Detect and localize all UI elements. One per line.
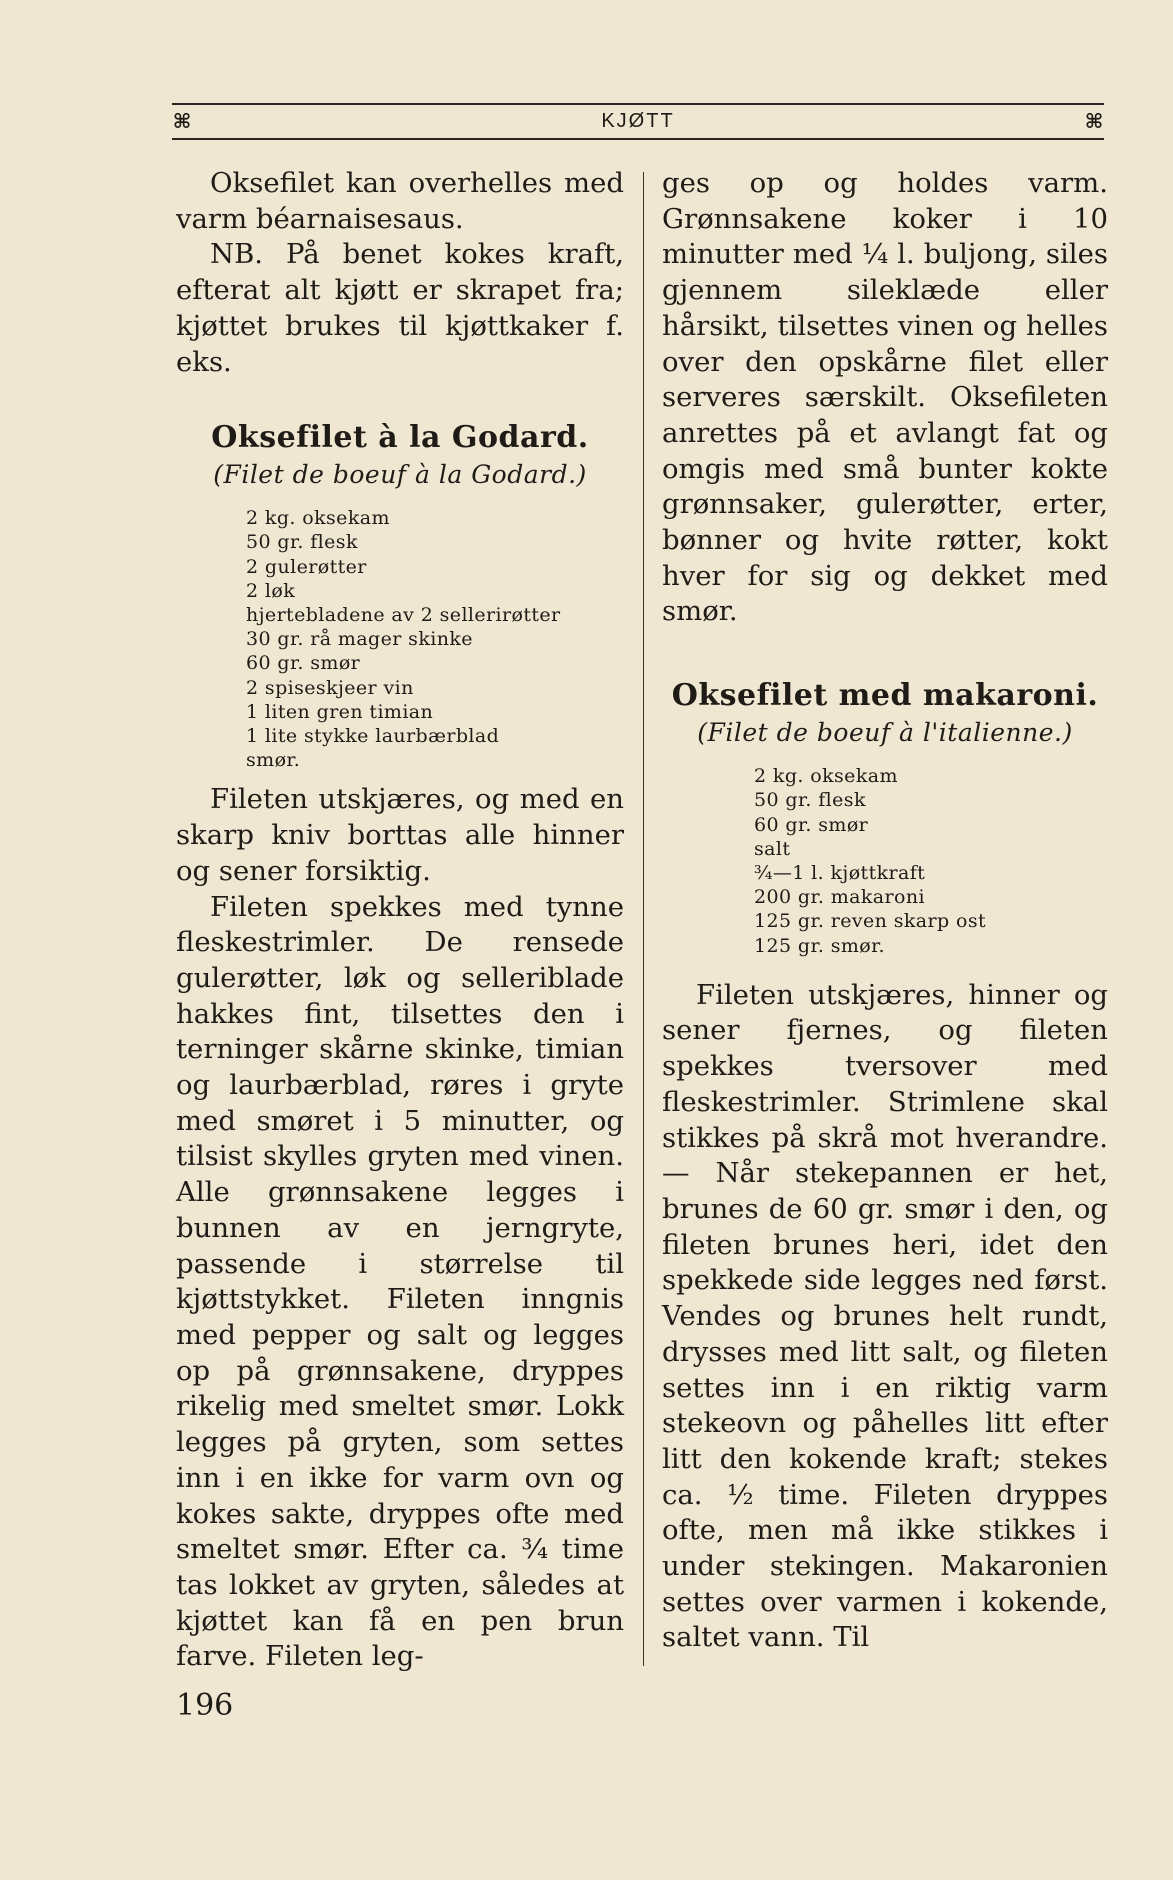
continued-paragraph: ges op og holdes varm. Grønnsakene koker i 10 minutter med ¼ l. buljong, siles gjennem sileklæde eller hårsikt, tilsettes vinen og helles over den opskårne filet eller serveres særskilt. Oksefileten anrettes på et avlangt fat og omgis med små bunter kokte grønnsaker, gulerøtter, erter, bønner og hvite røtter, kokt hver for sig og dekket med smør. bbox=[662, 167, 1108, 628]
ingredient-item: 2 løk bbox=[246, 579, 296, 602]
ingredient-item: 2 spiseskjeer vin bbox=[246, 676, 414, 699]
intro-paragraph-2: NB. På benet kokes kraft, efterat alt kjøtt er skrapet fra; kjøttet brukes til kjøttkaker f. eks. bbox=[176, 238, 624, 378]
running-header bbox=[172, 106, 1104, 136]
ingredient-list-godard bbox=[176, 506, 624, 772]
recipe-subtitle-makaroni: (Filet de boeuf à l'italienne.) bbox=[697, 718, 1073, 748]
ingredient-item: 1 lite stykke laurbærblad bbox=[246, 725, 500, 748]
column-divider bbox=[643, 172, 644, 1666]
ingredient-item: 50 gr. flesk bbox=[754, 789, 866, 812]
chapter-title: KJØTT bbox=[601, 109, 675, 132]
body-paragraph-1: Fileten utskjæres, og med en skarp kniv borttas alle hinner og sener forsiktig. bbox=[176, 783, 624, 887]
ingredient-item: hjertebladene av 2 sellerirøtter bbox=[246, 604, 561, 627]
recipe-title-godard: Oksefilet à la Godard. bbox=[211, 420, 589, 456]
ingredient-item: 125 gr. smør. bbox=[754, 934, 885, 957]
header-ornament-right: ⌘ bbox=[1084, 109, 1104, 133]
ingredient-list-makaroni bbox=[662, 764, 1108, 958]
ingredient-item: ¾—1 l. kjøttkraft bbox=[754, 861, 926, 884]
recipe-subtitle-godard: (Filet de boeuf à la Godard.) bbox=[213, 460, 587, 490]
ingredient-item: 60 gr. smør bbox=[754, 813, 869, 836]
right-column bbox=[662, 166, 1108, 1656]
ingredient-item: 60 gr. smør bbox=[246, 652, 361, 675]
ingredient-item: 50 gr. flesk bbox=[246, 531, 358, 554]
ingredient-item: 2 gulerøtter bbox=[246, 555, 367, 578]
page-number: 196 bbox=[176, 1688, 234, 1723]
ingredient-item: 125 gr. reven skarp ost bbox=[754, 910, 987, 933]
body-paragraph-2: Fileten spekkes med tynne fleskestrimler. De rensede gulerøtter, løk og selleriblade hakkes fint, tilsettes den i terninger skårne skinke, timian og laurbærblad, røres i gryte med smøret i 5 minutter, og tilsist skylles gryten med vinen. Alle grønnsakene legges i bunnen av en jerngryte, passende i størrelse til kjøttstykket. Fileten inngnis med pepper og salt og legges op på grønnsakene, dryppes rikelig med smeltet smør. Lokk legges på gryten, som settes inn i en ikke for varm ovn og kokes sakte, dryppes ofte med smeltet smør. Efter ca. ¾ time tas lokket av gryten, således at kjøttet kan få en pen brun farve. Fileten leg- bbox=[176, 890, 624, 1673]
intro-paragraph-1: Oksefilet kan overhelles med varm béarnaisesaus. bbox=[176, 167, 624, 235]
ingredient-item: 2 kg. oksekam bbox=[246, 507, 390, 530]
left-column bbox=[176, 166, 624, 1675]
header-ornament-left: ⌘ bbox=[172, 109, 192, 133]
ingredient-item: smør. bbox=[246, 749, 301, 772]
ingredient-item: 1 liten gren timian bbox=[246, 700, 434, 723]
ingredient-item: 2 kg. oksekam bbox=[754, 765, 898, 788]
ingredient-item: 30 gr. rå mager skinke bbox=[246, 628, 473, 651]
ingredient-item: 200 gr. makaroni bbox=[754, 886, 925, 909]
header-rule-bottom bbox=[172, 138, 1104, 140]
recipe-title-makaroni: Oksefilet med makaroni. bbox=[671, 678, 1099, 714]
body-paragraph-makaroni: Fileten utskjæres, hinner og sener fjernes, og fileten spekkes tversover med fleskestrimler. Strimlene skal stikkes på skrå mot hverandre.— Når stekepannen er het, brunes de 60 gr. smør i den, og fileten brunes heri, idet den spekkede side legges ned først. Vendes og brunes helt rundt, drysses med litt salt, og fileten settes inn i en riktig varm stekeovn og påhelles litt efter litt den kokende kraft; stekes ca. ½ time. Fileten dryppes ofte, men må ikke stikkes i under stekingen. Makaronien settes over varmen i kokende, saltet vann. Til bbox=[662, 978, 1108, 1654]
ingredient-item: salt bbox=[754, 837, 791, 860]
header-rule-top bbox=[172, 103, 1104, 105]
